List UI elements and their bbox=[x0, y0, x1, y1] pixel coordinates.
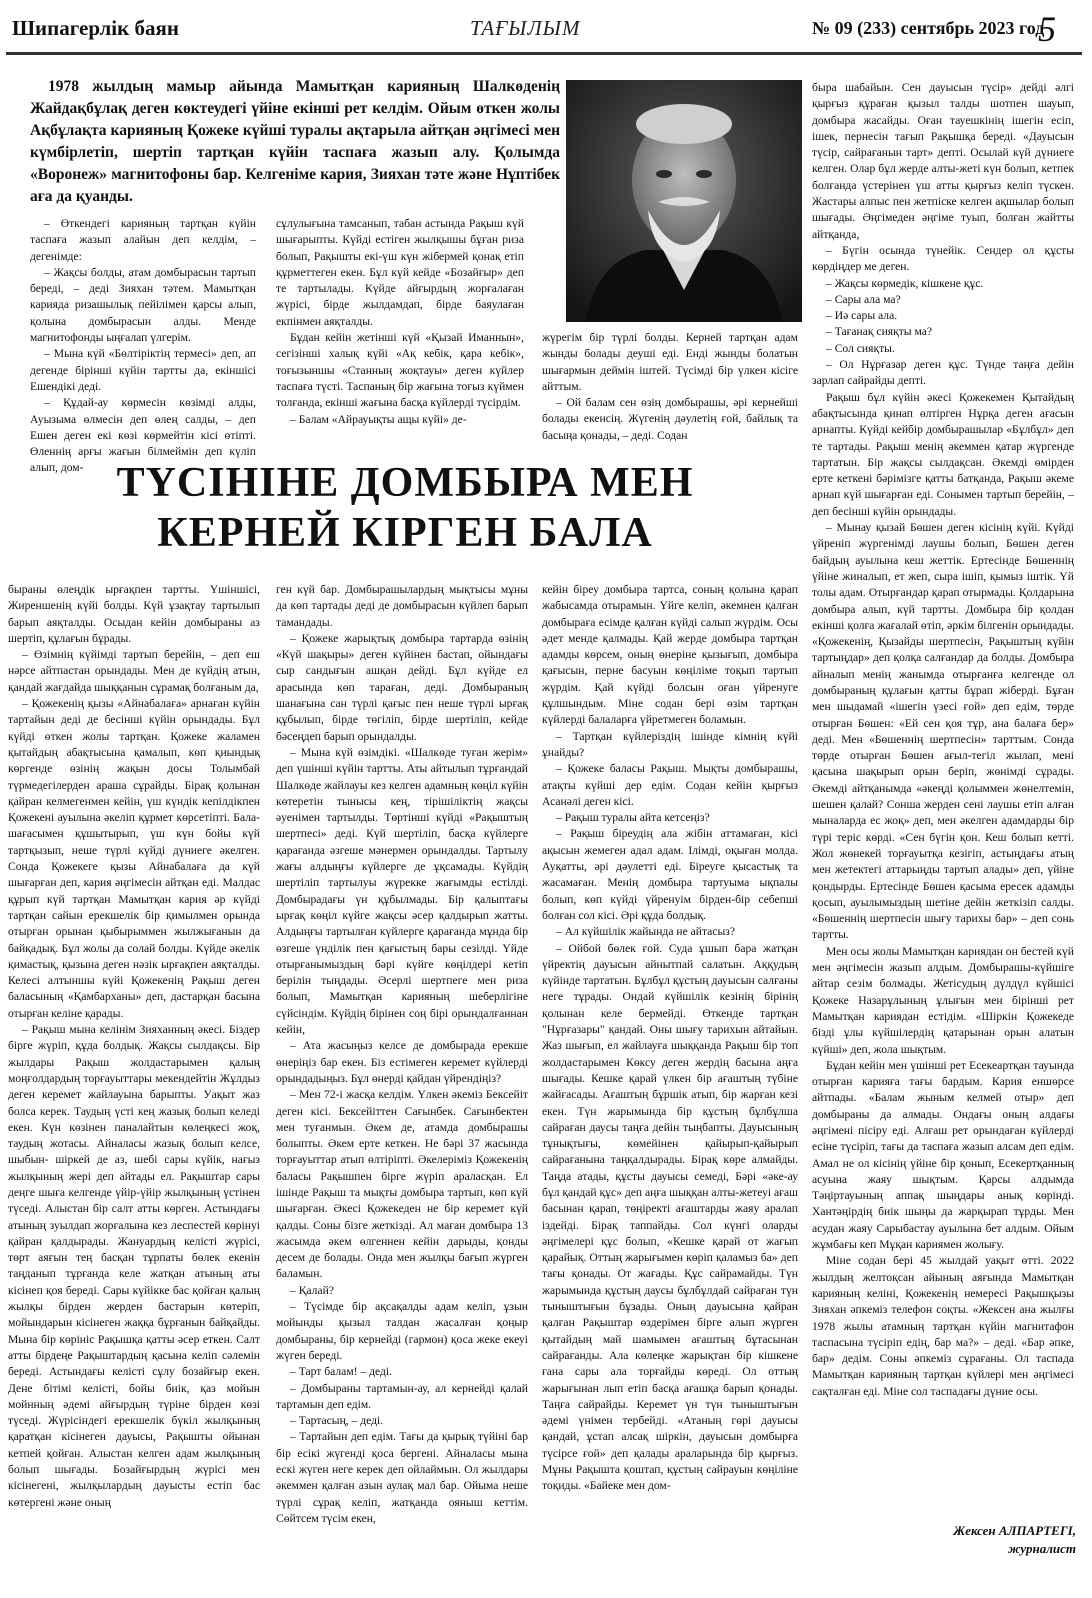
paragraph: Бұдан кейін жетінші күй «Қызай Иманнын», сегізінші халық күйі «Ақ кебік, қара кебік», тоғызыншы «Станның жоқтауы» деген күйлер таспаға түсті. Таспаның бір жағына тоғыз күймен толғанда, екінші жағына басқа күйлерді түсірдім. bbox=[276, 331, 524, 410]
paragraph: – Тартайын деп едім. Тағы да қырық түйіні бар бір есікі жүгенді қоса бергені. Айналасы мына ескі жүген неге керек деп ойлаймын. Ол жылдары әкеммен қалған азын аулақ мал бар. Ойыма неше түрлі сұрақ келіп, жатқанда ояныш кеттім. Сөйтсем түсім екен, bbox=[276, 1430, 528, 1525]
paragraph: – Қалай? bbox=[290, 1283, 334, 1297]
portrait-photo bbox=[566, 80, 802, 322]
upper-column-2 bbox=[276, 216, 524, 442]
paragraph: жүрегім бір түрлі болды. Керней тартқан адам жынды болады деуші еді. Енді жынды болатын шығармын деймін іштей. Түсімді бір үлкен кісіге айттым. bbox=[542, 331, 798, 393]
paragraph: – Рақыш біреудің ала жібін аттамаған, кісі ақысын жемеген адал адам. Ілімді, оқыған молда. Ауқатты, әрі дәулетті еді. Біреуге қысастық та жасамаған. Менің домбыра тартуыма ықпалы болып, көп күйді үйренуім бірден-бір себепші болған сол кісі. Әрі құда болдық. bbox=[542, 827, 798, 922]
paragraph: Бұдан кейін мен үшінші рет Есекеартқан тауында отырған карияға тағы бардым. Кария еншөрсе айтпады. «Балам жыным келмей отыр» деп домбыраны да алмады. Ондағы оның алдағы әңгімені пісіру еді. Алғаш рет орындаған күйлерді есіне түсіріп, тағы да таспаға жазып алсам деп едім. Амал не ол кісінің үйіне бір қонып, Есекертқанның асуына жаяу шықтым. Қарсы алдымда Тәңіртауының аппақ шыңдары анық көрінді. Хантәңірдің биік шыңы да жарқырап тұрды. Мен асудан жаяу Сарыбастау ауылына бет алдым. Ойым жұмбағы кеп Мұқан кариямен жолығу. bbox=[812, 1058, 1074, 1252]
paragraph: – Мына күй өзімдікі. «Шалкөде туған жерім» деп үшінші күйін тартты. Аты айтылып тұрғандай Шалкөде жайлауы кез келген адамның көңіл күйін көтеретін тынысы кең, тірішіліктің жақсы әуенімен тартылды. Төртінші күйді «Рақыштың шертпесі» деді. Күй шертіліп, басқа күйлерге қарағанда әзгеше мәнермен орындалды. Тартылу жағы алдыңғы күйлерге де ұқсамады. Күйдің шертіліп тартылуы жүрекке жағымды естілді. Домбырадағы үн құбылмады. Бір қалыптағы ырғақ көңіл күйге жақсы әсер қалдырып жатты. Алдыңғы тартылған күйлерге қарағанда мұнда бір өзгеше үнділік пен қағыстың бары сезілді. Үйде отырғанымыздың бәрі күйге көңілдері кетіп берілін тыңдады. Әсерлі шертпеге мен риза болып, Мамытқан карияның шеберлігіне сүйсіндім. Күйдің бірінен соң бірі орындалғаннан кейін, bbox=[276, 745, 528, 1037]
paragraph: – Рақыш туралы айта кетсеңіз? bbox=[556, 811, 710, 825]
right-column bbox=[812, 80, 1074, 1520]
paragraph: – Жақсы көрмедік, кішкене құс. bbox=[826, 276, 984, 290]
paragraph: – Түсімде бір ақсақалды адам келіп, ұзын мойынды қызыл талдан жасалған қоңыр домбыраны, бір кернейді (гармон) қоса жеке екеуі жүген береді. bbox=[276, 1300, 528, 1362]
paragraph: сұлулығына тамсанып, табан астында Рақыш күй шығарыпты. Күйді естіген жылқышы бұған риза болып, Рақышты екі-үш күн жібермей қонақ етіп құрметтеген екен. Бұл күй кейде «Бозайғыр» деп те тартылады. Күйде айғырдың жорғалаған жүрісі, бірде жылдамдап, бірде баяулаған екпінмен аяқталды. bbox=[276, 217, 524, 328]
paragraph: ген күй бар. Домбырашылардың мықтысы мұны да көп тартады деді де домбырасын күйлеп барып тамандады. bbox=[276, 583, 528, 629]
paragraph: – Балам «Айрауықты ащы күйі» де- bbox=[290, 412, 467, 426]
paragraph: кейін біреу домбыра тартса, соның қолына қарап жабысамда отырамын. Үйге келіп, әкемнен қалған домбыраға есімде қалған күйді салып жүрдім. Осы әдет менде қалмады. Қай жерде домбыра тартқан адамды көрсем, оның өнеріне қызығып, домбыра қағысын, перне басуын көңіліме тоқып тартып жүрдім. Қай күйді болсын оған үйренуге құлшындым. Міне содан бері өзім тартқан күйлерді балаларға үйретмеген боламын. bbox=[542, 583, 798, 727]
paragraph: – Иә сары ала. bbox=[826, 309, 898, 323]
paragraph: быраны өлеңдік ырғақпен тартты. Үшіншісі, Жиреншенің күйі болды. Күй ұзақтау тартылып барып аяқталды. Осыдан кейін домбыраны аз шертіп, құлағын бұрады. bbox=[8, 583, 260, 645]
header-rule bbox=[6, 52, 1082, 55]
paragraph: – Қожекенің қызы «Айнабалаға» арнаған күйін тартайын деді де бесінші күйін орындады. Бұл күйді өткен жолы тартқан. Қожеке жаламен қытайдың абақтысына қамалып, көп қиындық көргенде өзінің жақын досы Толымбай түрмедегілерден араша сұрайды. Бірақ қолынан қайран келмегенмен кейін, үш күндік кепілдікпен Қожекені ауылына әкеліп құрмет көрсетіпті. Бала-шағасымен құшытырып, үш күн бойы күй тартқызып, неше түрлі күйді дүниеге әкелген. Сонда Қожекеге қызы Айнабалаға да күй шығарған деп, кария әңгімесін айтқан еді. Малдас құрып күй тартқан Мамытқан кария әр күйді тартқан сайын ерекшелік бір қимылмен орында отырған орынан қыбырыммен жылжығанын да байқадық. Бұл жолы да солай болды. Күйде әкелік қимастық, қызына деген нәзік ырғақпен аяқталды. Келесі алтыншы күйі Қожекенің Рақыш деген баласының «Қамбарханы» деп, дастарқан басына отырған келіне қарады. bbox=[8, 697, 260, 1020]
paragraph: быра шабайын. Сен дауысын түсір» дейді әлгі қырғыз құраған қызыл талды шотпен шауып, домбыра жасайды. Оған тауешкінің ішегін есіп, ішек, пернесін тағып Рақышқа береді. «Дауысын түсір, сайрағанын тарт» депті. Осылай күй дүниеге келген. Олар бұл жерде алты-жеті күн болып, кетпек болғанда үстерінен үш атты қырғыз келіп түскен. Жастары алпыс пен жетпіске келген ақшылар болып шығады. Әңгімеден әңгіме туып, болған жайтты айтқанда, bbox=[812, 81, 1074, 241]
lower-column-1 bbox=[8, 582, 260, 1592]
issue-info: № 09 (233) сентябрь 2023 год bbox=[812, 18, 1045, 38]
headline-line-1: ТҮСІНІНЕ ДОМБЫРА МЕН bbox=[116, 460, 694, 506]
paragraph: – Тарт балам! – деді. bbox=[290, 1365, 393, 1379]
paragraph: – Құдай-ау көрмесін көзімді алды, Ауызыма өлмесін деп өлең салды, – деп Ешен деген екі көзі көрмейтін кісі өтіпті. Өленнің арғы жағын білмеймін деп күліп алып, дом- bbox=[30, 396, 256, 475]
paragraph: – Ал күйшілік жайында не айтасыз? bbox=[556, 925, 735, 939]
paragraph: Мен осы жолы Мамытқан кариядан он бестей күй мен әңгімесін жазып алдым. Домбырашы-күйшіге айтар сезім болмады. Жетісудың дүлдүл күйшісі Қожеке Назарұлының ұлығын мен бірінші рет Мамытқан кариядан естідім. «Шіркін Қожекеде бізді ұлы күйшілердің қатарынан орын алатын күйші» деп, жола шықтым. bbox=[812, 944, 1074, 1056]
upper-column-3 bbox=[542, 330, 798, 442]
section-title: Шипагерлік баян bbox=[12, 16, 179, 40]
paragraph: – Тартқан күйлеріздің ішінде кімнің күйі ұнайды? bbox=[542, 729, 798, 759]
paragraph: – Ойбой бөлек ғой. Суда ұшып бара жатқан үйректің дауысын айнытпай салатын. Аққудың күйінде тартатын. Бұлбұл құстың дауысын салғаны неге тұрады. Ондай күйшілік кезінің бірінің қолынан келе бермейді. Өткенде тартқан "Нұрғазары" қандай. Оны шығу тарихын айтайын. Жаз шығып, ел жайлауға шыққанда Рақыш бір топ жолдастарымен Көксу деген жердің басына аңға шығады. Кешке қарай үлкен бір ағаштың түбіне жайғасады. Ағаштың бұршік атып, бір жарған кезі екен. Түн жарымында бір құстың бұлбұлша сайраған даусы таңға дейін тыңбапты. Дауысының тұнықтығы, көмейінен қайырып-қайырып сайрағанына таңқалдырады. Бірақ көре алмайды. Таңда атады, құсты дауысы семеді, Бәрі «әке-ау бұл қандай құс» деп аңға шыққан алты-жетеуі ағаш басынан қарап, төңіректі ағаштарды жаяу аралап іздейді. Бірақ таппайды. Сол күнгі оларды әңгімелері құс болып, «Кешке қарай от жағып қарайық. Оттың жарығымен көріп қаламыз ба» деп тағы қонады. От жағады. Құс сайрамайды. Түн жарымында құстың даусы бұлбұлдай сайраған түн тыныштығын бұзады. Оның дауысына қайран қалған Рақыштар өздерімен бірге алып жүрген қытайдың май шамымен ағаштың бұтасынан сайрағанды. Ала көлеңке жарықтан бір кішкене ғана сары ала торғайды көреді. Ол оттың жарығынан лып етіп басқа ағашқа барып қонады. Таңға сайрайды. Керемет үн түн тыныштығын әдемі үнімен тербейді. «Атаның гөрі дауысы қандай, ұстап алсақ шіркін, дауысын домбырға түсірсе ғой» деп қалады араларында бір қырғыз. Мұны Рақышта қоштап, құстың сайрауын көңіліне тоқиды. «Байеке мен дом- bbox=[542, 941, 798, 1493]
paragraph: – Мен 72-і жасқа келдім. Үлкен әкеміз Бексейіт деген кісі. Бексейіттен Сағынбек. Сағынбектен мен туғанмын. Әкем де, атамда домбырашы болыпты. Әкем ерте кеткен. Не бәрі 37 жасында торғауыттар атып өлтіріпті. Әкелеріміз Қожекенің баласы Рақышпен бірге жүріп араласқан. Ел ішінде Рақыш та мықты домбыра тартып, көп күй шығарған. Әкесі Қожекеден не бір керемет күй қалды. Соны бізге жеткізді. Ал маған домбыра 13 жасымда әкем өлгеннен кейін дарыды, қонды десем де болады. Онда мен жылқы бағып жүрген баламын. bbox=[276, 1088, 528, 1281]
paragraph: – Рақыш мына келінім Зияханның әкесі. Біздер бірге жүріп, құда болдық. Жақсы сылдақсы. Бір жылдары Рақыш жолдастарымен қалың моңғолдардың торғауыттары мекендейтін Жұлдыз деген керемет жайлауына барыпты. Уақыт жаз болса керек. Таудың үсті кең жазық болып келеді екен. Күн көзінен паналайтын көлеңкесі жоқ, таудың жотасы. Айналасы жазық болып келсе, шыбын- шіркей де аз, шебі сары күйік, нағыз жылқының жері деп айтады ел. Рақыштар сары деңге шыға келгенде үйір-үйір жылқының үстінен түседі. Алыстан бір салт атты көрген. Астындағы атының зуылдап жорғалына кез леспестей көрінуі қайран қалдырады. Жануардың келісті жүрісі, төрт аяғын тең басқан тұрпаты бөлек екенін таңданып тұрғанда келе жатқан атының аты кісінеп қоя береді. Сары күйікке бас қойған қалың жылқы бірден жерден бастарын көтеріп, мойындарын кісінеген жаққа бұрғанын байқайды. Мына бір көрініс Рақышқа қатты әсер еткен. Салт атты бірдеңе Рақыштардың қасына келіп сәлемін береді. Астындағы келісті сұлу бозайғыр екен. Дене бітімі келісті, бойы биік, қаз мойын мойнның әдемі айғырдың түріне бірден көзі түседі. Жүрісіндегі ерекшелік бүкіл жылқының қаратқан кісінеген дауысы, Рақышты ойынан кетпей қойған. Алыстан келген адам жылқының болып шығады. Бозайғырдың жүрісі мен кісінегені, жылқылардың дауысты естіп бас көтергені және оның bbox=[8, 1023, 260, 1509]
paragraph: Міне содан бері 45 жылдай уақыт өтті. 2022 жылдың желтоқсан айының аяғында Мамытқан карияның келіні, Қожекенің немересі Рақышқызы Зияхан әпкеміз телефон соқты. «Жексен ана жылғы 1978 жылы атамның тартқан күйін магнитафон таспасына түсіріп едің, бар ма?» – деді. «Бар әпке, бар» дедім. Соны әпкеміз сұрағаны. Ол таспада Мамытқан карияның тартқан күйлері мен әңгімесі сақталған еді. Міне сол таспадағы дүние осы. bbox=[812, 1254, 1074, 1398]
paragraph: – Тартасың, – деді. bbox=[290, 1414, 384, 1428]
paragraph: – Қожеке баласы Рақыш. Мықты домбырашы, атақты күйші дер едім. Содан кейін қырғыз Асанәлі деген кісі. bbox=[542, 762, 798, 808]
paragraph: – Ой балам сен өзің домбырашы, әрі кернейші боладьı екенсің. Жүгенің дәулетің ғой, байлық та басыңа қонады, – деді. Содан bbox=[542, 396, 798, 442]
paragraph: – Сары ала ма? bbox=[826, 292, 901, 306]
headline-line-2: КЕРНЕЙ КІРГЕН БАЛА bbox=[157, 510, 653, 556]
portrait-image bbox=[566, 80, 802, 322]
author-signature bbox=[906, 1522, 1076, 1558]
rubric-title: ТАҒЫЛЫМ bbox=[470, 16, 581, 40]
lead-paragraph bbox=[30, 76, 560, 208]
paragraph: – Қожеке жарықтық домбыра тартарда өзінің «Күй шақыры» деген күйінен бастап, ойындағы сыр сандығын ашқан дейді. Бұл күйде ел арасында көп тараған, деді. Домбыраның шанағына сан түрлі қағыс пен неше түрлі ырғақ құбылып, бірде төгіліп, бірде шертіліп, кейде бәсеңдеп барып орындалды. bbox=[276, 631, 528, 743]
page-number: 5 bbox=[1038, 9, 1056, 49]
paragraph: – Домбыраны тартамын-ау, ал кернейді қалай тартамын деп едім. bbox=[276, 1381, 528, 1411]
lower-column-2 bbox=[276, 582, 528, 1592]
paragraph: – Мына күй «Бөлтіріктің термесі» деп, ап дегенде бірінші күйін тартты да, екіншісі Ешендікі деді. bbox=[30, 347, 256, 393]
paragraph: – Сол сияқты. bbox=[826, 341, 895, 355]
article-headline bbox=[40, 458, 770, 558]
paragraph: – Өткендегі карияның тартқан күйін таспаға жазып алайын деп келдім, – дегенімде: bbox=[30, 217, 256, 263]
paragraph: – Тағанақ сияқты ма? bbox=[826, 325, 933, 339]
upper-column-1 bbox=[30, 216, 256, 475]
paragraph: – Жақсы болды, атам домбырасын тартып береді, – деді Зияхан тәтем. Мамытқан карияда ризашылық пейілімен қарсы алып, қолына домбырасын алды. Менде магнитофонды ыңғалап үлгерім. bbox=[30, 265, 256, 345]
author-role: журналист bbox=[1008, 1541, 1076, 1556]
paragraph: – Мынау қызай Бөшен деген кісінің күйі. Күйді үйреніп жүргенімді лаушы болып, Бөшен деген байдың ауылына кеш жеттік. Ертесінде Бөшеннің үйіне жиналып, ет жеп, сыра ішіп, қымыз іштік. Үй толы адам. Отырғандар қарап отырмады. Қолдарына домбыра алып, күй тартты. Домбыра бір қолдан екінші қолға жағалай өтіп, әркім білгенін орындады. «Қожекенің, Қызайды шертпесін, Рақыштың күйін тартыңдар» деп қолқа салғандар да болды. Домбыра айналып менің жанымда отырғанға келгенде ол домбыраның құлағын қатты бұрап жіберді. Бұған мен шыдамай «ішегін үзесі ғой» деп едім, төрде отырған Бөшен: «Ей сен қоя тұр, ана балаға бер» деді. Мен «Бөшеннің шертпесін» тарттым. Сонда төрде отырған Бөшен ағыл-тегіл жылап, мені қасына шақырып орын беріп, жөнімді сұрады. Әкемді айтқанымда «әкеңді қолыммен жөнелтемін, шешен қалай? Сонша жерден сені лаушы етіп алған мыналарда ес жоқ» деп, мен әкелген адамдарды бір түрі теріс көрді. «Сен бүгін қон. Кеш болып кетті. Жол жөнекей торғауытқа кезігіп, астыңдағы атың мен жетектегі аттарыңды тартып алады» деп, үйіне қондырды. Ертесінде Бөшен қасыма ересек адамды қосып, ауылымыздың шетіне дейін жеткізіп салды. «Бөшеннің шертпесін шығу тарихы бар» – деп сонь тартты. bbox=[812, 521, 1074, 942]
author-name: Жексен АЛПАРТЕГІ, bbox=[953, 1523, 1076, 1538]
lower-column-3 bbox=[542, 582, 798, 1592]
paragraph: – Бүгін осында түнейік. Сендер ол құсты көрдіңдер ме деген. bbox=[812, 243, 1074, 274]
paragraph: – Ата жасыңыз келсе де домбырада ерекше өнеріңіз бар екен. Біз естімеген керемет күйлерді орындадыңыз. Бұл өнерді қайдан үйрендіңіз? bbox=[276, 1039, 528, 1085]
paragraph: – Ол Нұрғазар деген құс. Түнде таңға дейін зарлап сайрайды депті. bbox=[812, 358, 1074, 388]
paragraph: Рақыш бұл күйін әкесі Қожекемен Қытайдың абақтысында қинап өлтірген Нұрқа деген ағасын арнапты. Күйді кейбір домбырашылар «Бұлбұл» деп те тартады. Рақыш менің әкеммен қатар жүргенде тартатын. Бір жақсы сылдақсан. Әкемді өмірден ерте кеткені бәрімізге қатты батқанда, Рақыш әкеме арнап күй шығарған еді. Сонымен тартып берейін, – деп бесінші күйін орындады. bbox=[812, 390, 1074, 518]
paragraph: – Өзімнің күйімді тартып берейін, – деп еш нәрсе айтпастан орындады. Мен де күйдің атын, қандай жағдайда шыққанын сұрамақ болғаным да, bbox=[8, 648, 260, 694]
lead-text: 1978 жылдың мамыр айында Мамытқан карияның Шалкөденің Жайдақбұлақ деген көктеудегі үйіне екінші рет келдім. Ойым өткен жолы Ақбұлақта карияның Қожеке күйші туралы ақтарыла айтқан әңгімесі мен күмбірлетіп, шертіп тартқан күйін таспаға жазып алу. Қолымда «Воронеж» магнитофоны бар. Келгеніме кария, Зияхан тәте және Нұптібек аға да қуанды. bbox=[30, 78, 560, 205]
